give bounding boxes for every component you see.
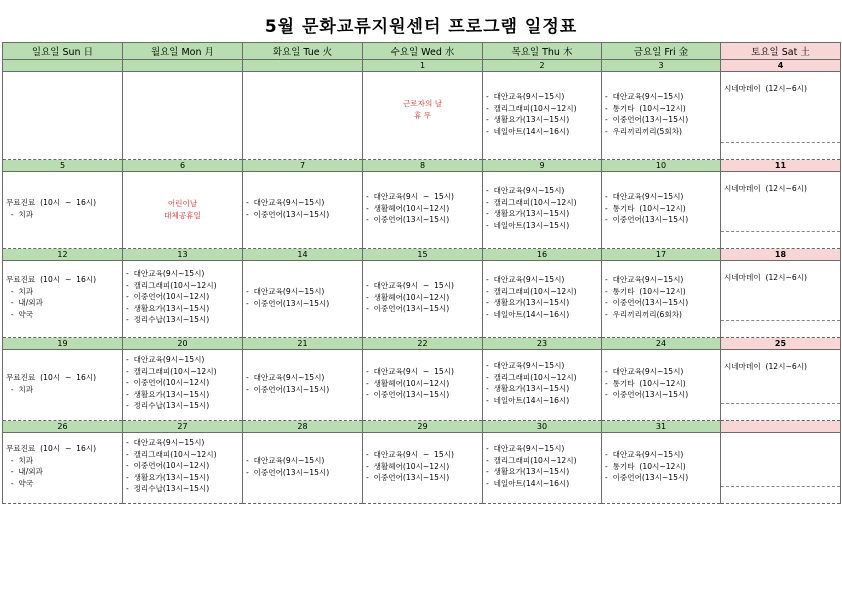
program-item: - 대안교육(9시~15시) [486,444,565,453]
date-number: 7 [243,160,363,172]
date-number: 8 [363,160,483,172]
day-cell [602,172,721,249]
date-number: 6 [123,160,243,172]
program-item: - 캘리그래피(10시~12시) [126,280,217,290]
program-item: - 약국 [6,478,34,488]
day-cell [3,350,123,421]
program-item: - 통기타 (10시~12시) [605,461,686,471]
program-item: - 생활헤어(10시~12시) [366,203,450,213]
day-cell [3,261,123,338]
program-item: - 캘리그래피(10시~12시) [486,286,577,296]
program-item: - 생활요가(13시~15시) [486,467,570,476]
program-item: - 이중언어(13시~15시) [605,473,689,482]
program-item: - 캘리그래피(10시~12시) [126,366,217,376]
date-number-row [3,338,841,350]
program-item: - 생활요가(13시~15시) [486,115,570,124]
program-item: - 이중언어(13시~15시) [366,304,450,313]
day-cell [363,433,483,504]
saturday-divider [721,231,840,232]
program-item: - 캘리그래피(10시~12시) [486,197,577,207]
date-number: 4 [721,60,841,72]
program-item: - 대안교육(9시~15시) [126,269,205,278]
week-row [3,261,841,338]
day-cell [123,172,243,249]
weekday-fri: 금요일 Fri 金 [602,43,721,60]
program-item: - 이중언어(10시~12시) [126,292,210,301]
day-cell [721,261,841,338]
week-row [3,72,841,160]
program-item: - 정리수납(13시~15시) [126,401,210,410]
day-cell [363,261,483,338]
program-item: - 통기타 (10시~12시) [605,203,686,213]
program-item: - 대안교육(9시~15시) [126,438,205,447]
day-cell [483,261,602,338]
program-item: 시네마데이 (12시~6시) [724,362,807,371]
date-number: 25 [721,338,841,350]
date-number: 23 [483,338,602,350]
program-item: 무료진료 (10시 ~ 16시) [6,275,97,284]
program-item: - 이중언어(10시~12시) [126,461,210,470]
holiday-label: 휴 무 [413,110,432,120]
week-row [3,172,841,249]
day-cell [483,172,602,249]
program-item: 무료진료 (10시 ~ 16시) [6,198,97,207]
program-item: 시네마데이 (12시~6시) [724,84,807,93]
day-cell [123,350,243,421]
saturday-divider [721,403,840,404]
date-number: 13 [123,249,243,261]
program-item: - 통기타 (10시~12시) [605,378,686,388]
day-cell [721,433,841,504]
date-number: 3 [602,60,721,72]
date-number [721,421,841,433]
day-cell [123,433,243,504]
date-number: 20 [123,338,243,350]
date-number: 15 [363,249,483,261]
program-item: - 이중언어(13시~15시) [605,215,689,224]
program-item: - 대안교육(9시~15시) [605,275,684,284]
date-number: 9 [483,160,602,172]
program-item: - 이중언어(13시~15시) [366,473,450,482]
program-item: - 치과 [6,455,34,465]
program-item: - 우리끼리끼리(6회차) [605,309,683,319]
program-item: - 대안교육(9시~15시) [605,92,684,101]
day-cell [363,72,483,160]
date-number-row [3,421,841,433]
program-item: - 생활헤어(10시~12시) [366,292,450,302]
page-title: 5월 문화교류지원센터 프로그램 일정표 [264,17,578,37]
saturday-divider [721,320,840,321]
day-cell [483,350,602,421]
program-item: - 대안교육(9시~15시) [246,456,325,465]
program-item: - 치과 [6,209,34,219]
program-item: - 생활헤어(10시~12시) [366,378,450,388]
program-item: - 캘리그래피(10시~12시) [486,103,577,113]
program-item: - 대안교육(9시~15시) [486,186,565,195]
program-item: - 생활요가(13시~15시) [486,298,570,307]
day-cell [123,261,243,338]
date-number: 16 [483,249,602,261]
date-number [3,60,123,72]
day-cell [602,72,721,160]
date-number: 29 [363,421,483,433]
date-number: 14 [243,249,363,261]
program-item: - 치과 [6,384,34,394]
day-cell [3,172,123,249]
date-number: 18 [721,249,841,261]
week-row [3,350,841,421]
program-item: 무료진료 (10시 ~ 16시) [6,373,97,382]
program-item: - 생활헤어(10시~12시) [366,461,450,471]
program-item: - 이중언어(10시~12시) [126,378,210,387]
program-item: - 대안교육(9시 ~ 15시) [366,450,455,459]
program-item: - 대안교육(9시~15시) [605,450,684,459]
date-number-row [3,249,841,261]
day-cell [123,72,243,160]
date-number: 27 [123,421,243,433]
date-number: 24 [602,338,721,350]
saturday-divider [721,486,840,487]
date-number: 5 [3,160,123,172]
program-item: - 이중언어(13시~15시) [246,209,330,219]
program-item: - 대안교육(9시~15시) [486,92,565,101]
weekday-header-row [3,43,841,60]
day-cell [243,72,363,160]
saturday-divider [721,142,840,143]
program-item: 시네마데이 (12시~6시) [724,184,807,193]
holiday-label: 근로자의 날 [402,99,443,108]
date-number-row [3,160,841,172]
program-item: - 네일아트(14시~16시) [486,309,570,319]
program-item: - 치과 [6,286,34,296]
schedule-calendar [2,42,841,504]
program-item: - 이중언어(13시~15시) [605,390,689,399]
program-item: - 캘리그래피(10시~12시) [126,449,217,459]
holiday-label: 어린이날 [167,199,198,208]
program-item: - 대안교육(9시~15시) [486,275,565,284]
date-number: 21 [243,338,363,350]
day-cell [721,172,841,249]
day-cell [721,72,841,160]
program-item: - 대안교육(9시~15시) [246,287,325,296]
day-cell [602,433,721,504]
program-item: - 생활요가(13시~15시) [486,209,570,218]
program-item: - 생활요가(13시~15시) [126,303,210,313]
week-row [3,433,841,504]
day-cell [243,172,363,249]
program-item: - 이중언어(13시~15시) [605,298,689,307]
date-number: 1 [363,60,483,72]
day-cell [721,350,841,421]
program-item: 시네마데이 (12시~6시) [724,273,807,282]
date-number: 2 [483,60,602,72]
day-cell [243,433,363,504]
weekday-wed: 수요일 Wed 水 [363,43,483,60]
weekday-sun: 일요일 Sun 日 [3,43,123,60]
program-item: - 대안교육(9시~15시) [246,373,325,382]
weekday-tue: 화요일 Tue 火 [243,43,363,60]
weekday-mon: 월요일 Mon 月 [123,43,243,60]
program-item: - 캘리그래피(10시~12시) [486,372,577,382]
holiday-label: 대체공휴일 [164,210,201,220]
day-cell [3,72,123,160]
program-item: - 네일아트(14시~16시) [486,478,570,488]
program-item: - 내/외과 [6,298,43,307]
date-number: 28 [243,421,363,433]
date-number: 31 [602,421,721,433]
program-item: - 대안교육(9시 ~ 15시) [366,367,455,376]
program-item: - 대안교육(9시 ~ 15시) [366,192,455,201]
program-item: 무료진료 (10시 ~ 16시) [6,444,97,453]
day-cell [602,350,721,421]
program-item: - 생활요가(13시~15시) [126,472,210,482]
program-item: - 이중언어(13시~15시) [605,115,689,124]
program-item: - 약국 [6,309,34,319]
program-item: - 이중언어(13시~15시) [246,467,330,477]
program-item: - 이중언어(13시~15시) [366,215,450,224]
program-item: - 내/외과 [6,467,43,476]
date-number: 30 [483,421,602,433]
program-item: - 통기타 (10시~12시) [605,103,686,113]
program-item: - 이중언어(13시~15시) [366,390,450,399]
date-number: 17 [602,249,721,261]
program-item: - 정리수납(13시~15시) [126,484,210,493]
day-cell [3,433,123,504]
weekday-thu: 목요일 Thu 木 [483,43,602,60]
day-cell [363,172,483,249]
program-item: - 대안교육(9시~15시) [605,367,684,376]
program-item: - 네일아트(14시~16시) [486,126,570,136]
date-number [243,60,363,72]
program-item: - 네일아트(13시~15시) [486,220,570,230]
program-item: - 대안교육(9시 ~ 15시) [366,281,455,290]
program-item: - 이중언어(13시~15시) [246,384,330,394]
date-number: 10 [602,160,721,172]
program-item: - 대안교육(9시~15시) [605,192,684,201]
program-item: - 이중언어(13시~15시) [246,298,330,308]
date-number-row [3,60,841,72]
date-number [123,60,243,72]
program-item: - 우리끼리끼리(5회차) [605,126,683,136]
program-item: - 생활요가(13시~15시) [126,389,210,399]
program-item: - 대안교육(9시~15시) [246,198,325,207]
day-cell [363,350,483,421]
program-item: - 정리수납(13시~15시) [126,315,210,324]
program-item: - 통기타 (10시~12시) [605,286,686,296]
program-item: - 캘리그래피(10시~12시) [486,455,577,465]
date-number: 22 [363,338,483,350]
date-number: 26 [3,421,123,433]
date-number: 19 [3,338,123,350]
day-cell [602,261,721,338]
weekday-sat: 토요일 Sat 土 [721,43,841,60]
program-item: - 대안교육(9시~15시) [486,361,565,370]
day-cell [483,72,602,160]
program-item: - 대안교육(9시~15시) [126,355,205,364]
day-cell [243,350,363,421]
program-item: - 네일아트(14시~16시) [486,395,570,405]
date-number: 11 [721,160,841,172]
program-item: - 생활요가(13시~15시) [486,384,570,393]
day-cell [483,433,602,504]
date-number: 12 [3,249,123,261]
day-cell [243,261,363,338]
